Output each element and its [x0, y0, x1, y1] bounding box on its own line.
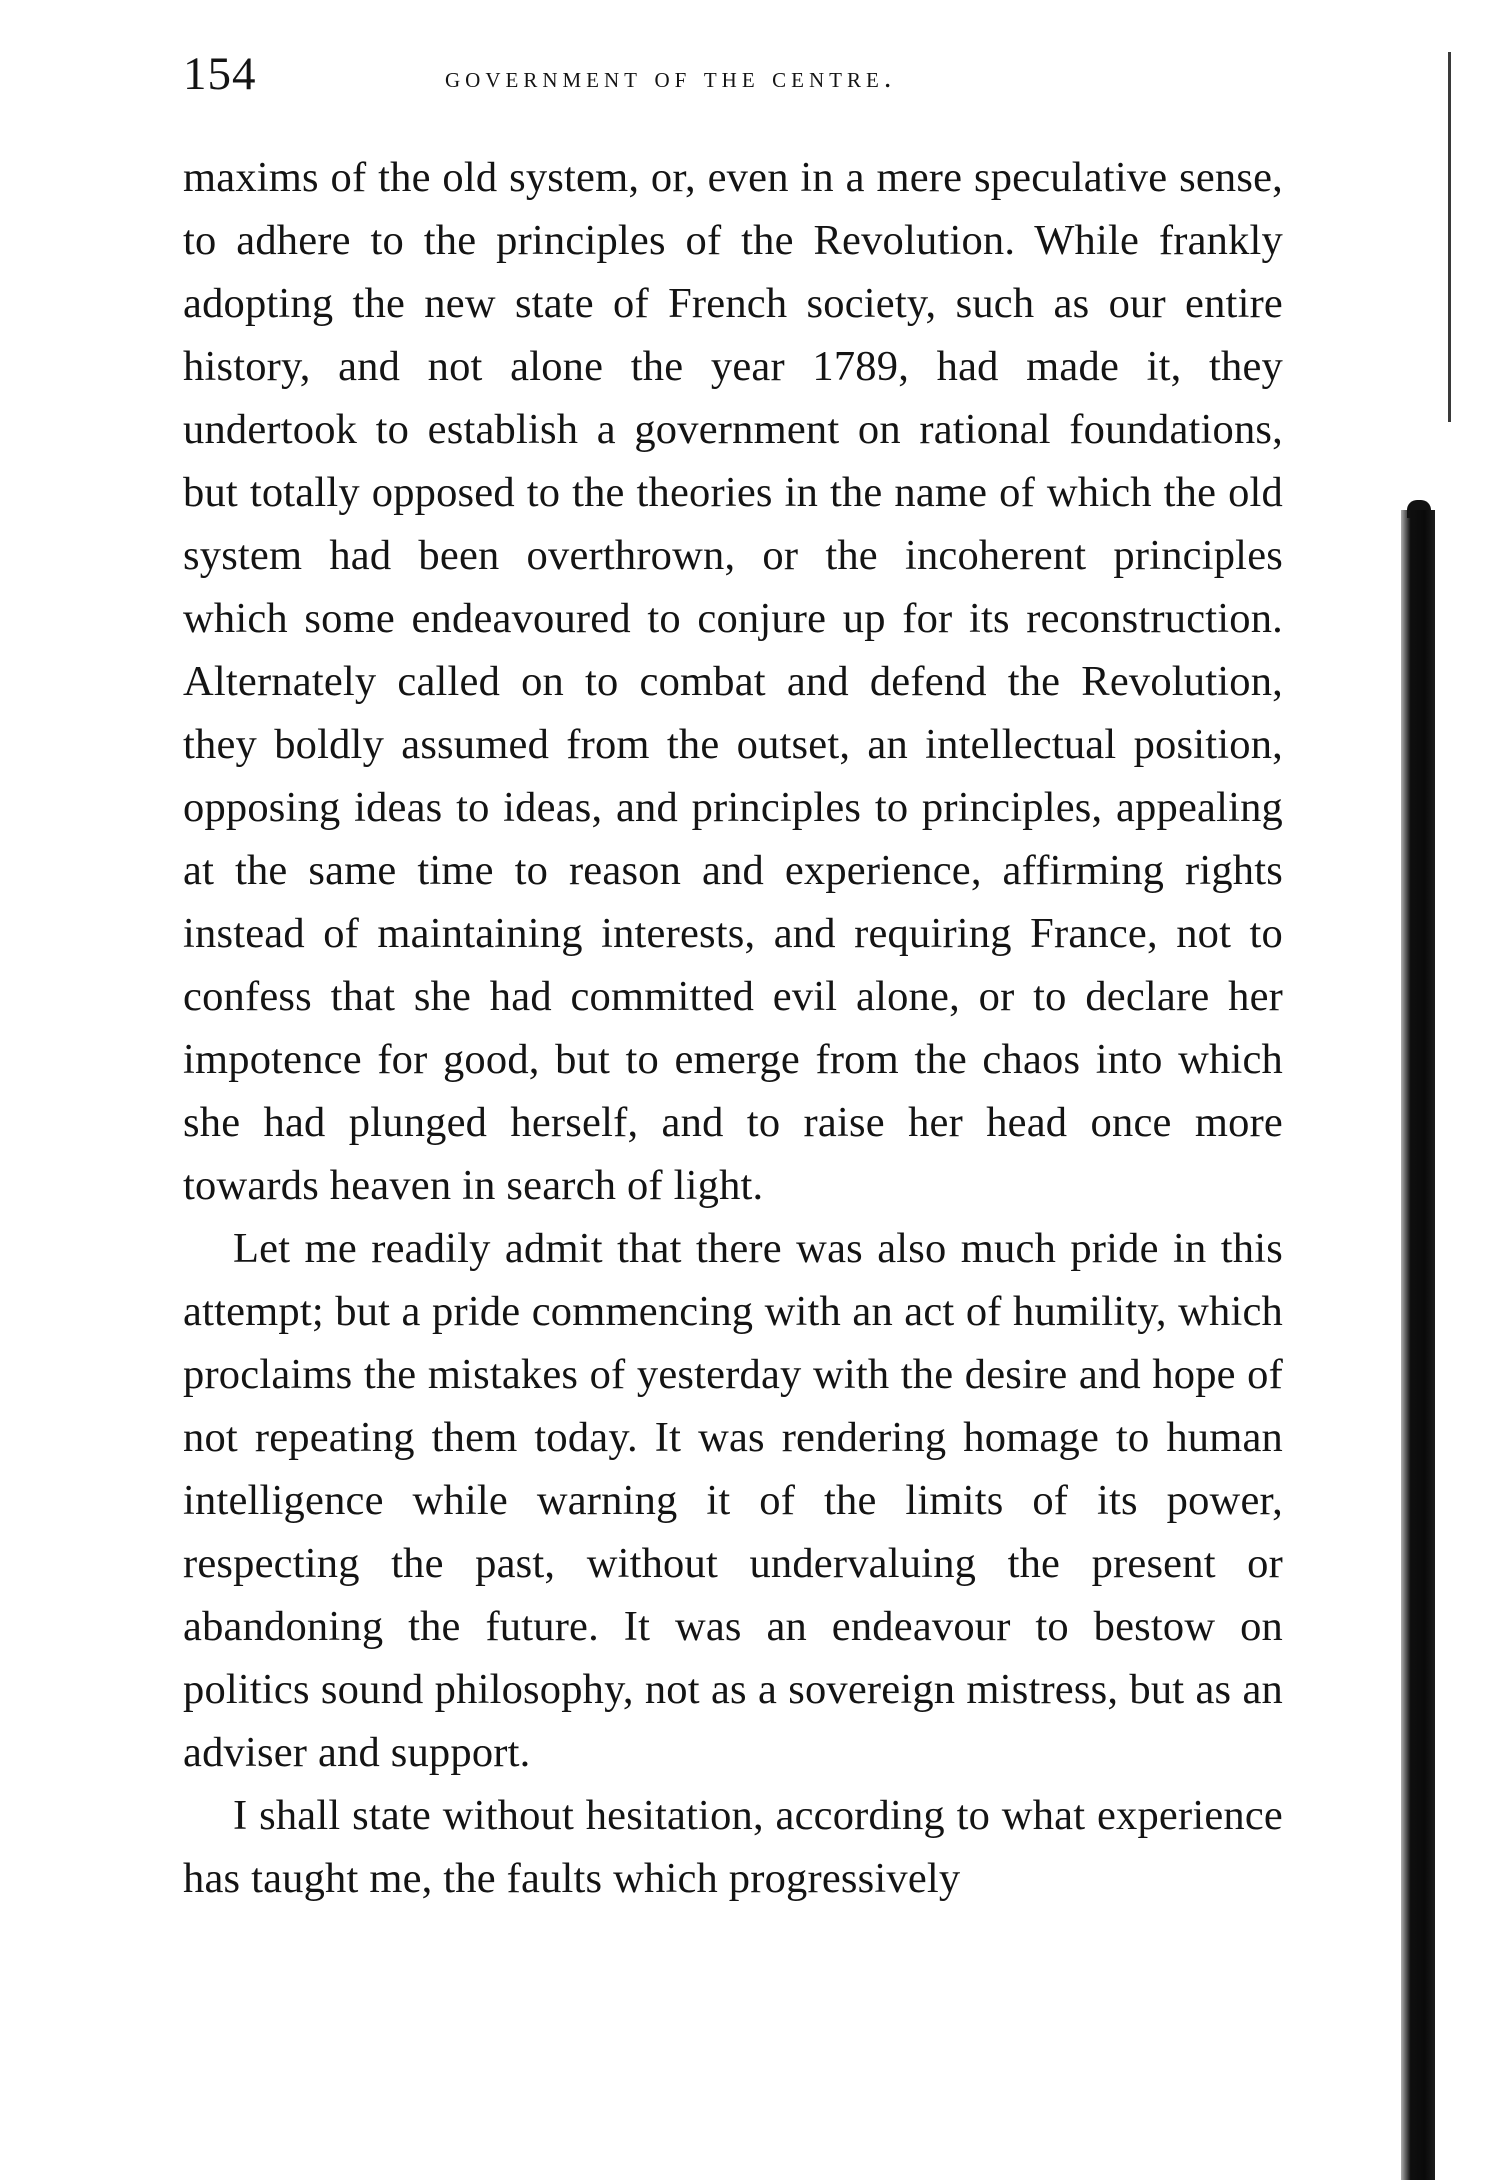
page-edge-shadow — [1401, 510, 1435, 2180]
paragraph-2: Let me readily admit that there was also much pride in this attempt; but a pride commencing with an act of humility, which proclaims the mistakes of yesterday with the desire and hope of not repeating them today. It was rendering homage to human intelligence while warning it of the limits of its power, respecting the past, without undervaluing the present or abandoning the future. It was an endeavour to bestow on politics sound philosophy, not as a sovereign mistress, but as an adviser and support. — [183, 1225, 1283, 1776]
paragraph-1: maxims of the old system, or, even in a mere speculative sense, to adhere to the principles of the Revolution. While frankly adopting the new state of French society, such as our entire history, and not alone the year 1789, had made it, they undertook to establish a government on rational foundations, but totally opposed to the theories in the name of which the old system had been overthrown, or the incoherent principles which some endeavoured to conjure up for its reconstruction. Alternately called on to combat and defend the Revolution, they boldly assumed from the outset, an intellectual position, opposing ideas to ideas, and principles to principles, appealing at the same time to reason and experience, affirming rights instead of maintaining interests, and requiring France, not to confess that she had committed evil alone, or to declare her impotence for good, but to emerge from the chaos into which she had plunged herself, and to raise her head once more towards heaven in search of light. — [183, 154, 1283, 1209]
page-number: 154 — [183, 48, 257, 100]
paragraph-3: I shall state without hesitation, according to what experience has taught me, the faults which progressively — [183, 1792, 1283, 1902]
page-header — [183, 44, 1283, 104]
running-head: government of the centre. — [445, 61, 897, 94]
body-text — [183, 146, 1283, 1910]
page-edge-line — [1448, 52, 1451, 422]
